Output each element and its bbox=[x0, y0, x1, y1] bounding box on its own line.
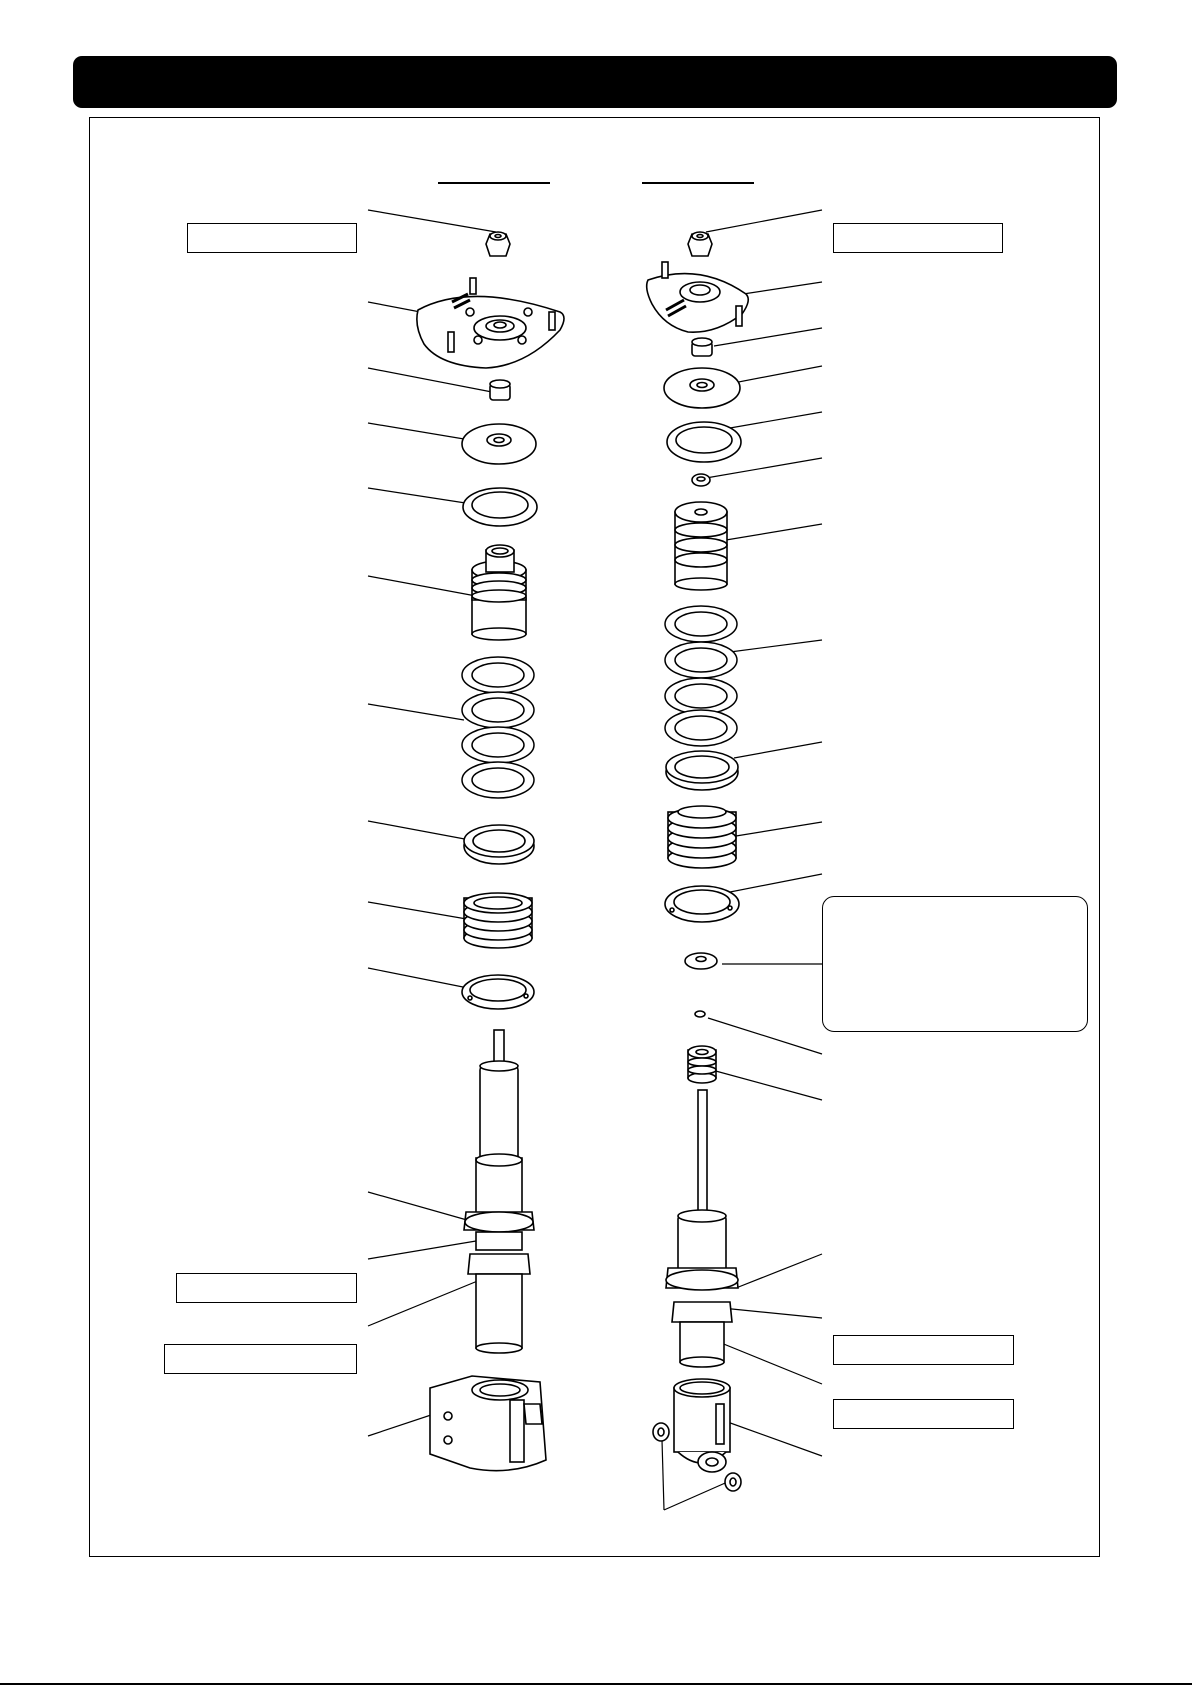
right-damper-body-icon bbox=[666, 1090, 738, 1367]
left-lower-bracket-icon bbox=[430, 1376, 546, 1471]
left-upper-mount-plate-icon bbox=[417, 278, 564, 368]
right-lower-bracket-icon bbox=[674, 1379, 730, 1472]
left-collar-icon bbox=[490, 380, 510, 400]
right-nut-icon bbox=[688, 232, 712, 256]
right-washer-icon bbox=[692, 474, 710, 486]
right-coil-spring-icon bbox=[665, 606, 737, 746]
left-thrust-ring-icon bbox=[462, 975, 534, 1009]
left-helper-spring-icon bbox=[464, 893, 532, 948]
right-helper-spring-icon bbox=[668, 806, 736, 868]
right-thrust-ring-icon bbox=[665, 886, 739, 922]
right-collar-icon bbox=[692, 338, 712, 356]
left-spacer-ring-icon bbox=[463, 488, 537, 526]
right-spring-seat-icon bbox=[664, 368, 740, 408]
left-coil-spring-icon bbox=[462, 657, 534, 798]
left-nut-icon bbox=[486, 232, 510, 256]
right-bump-stop-icon bbox=[675, 502, 727, 590]
right-spacer-ring-icon bbox=[667, 422, 741, 462]
left-leader-lines bbox=[368, 210, 496, 1436]
right-lower-spring-seat-icon bbox=[666, 751, 738, 790]
right-bump-rubber-icon bbox=[688, 1046, 716, 1083]
left-spring-seat-icon bbox=[462, 424, 536, 464]
left-damper-body-icon bbox=[464, 1030, 534, 1353]
left-bump-stop-icon bbox=[472, 545, 526, 640]
right-washer-2-icon bbox=[685, 953, 717, 969]
right-upper-mount-plate-icon bbox=[647, 262, 749, 332]
left-lower-spring-seat-icon bbox=[464, 825, 534, 864]
right-circlip-icon bbox=[695, 1011, 705, 1017]
